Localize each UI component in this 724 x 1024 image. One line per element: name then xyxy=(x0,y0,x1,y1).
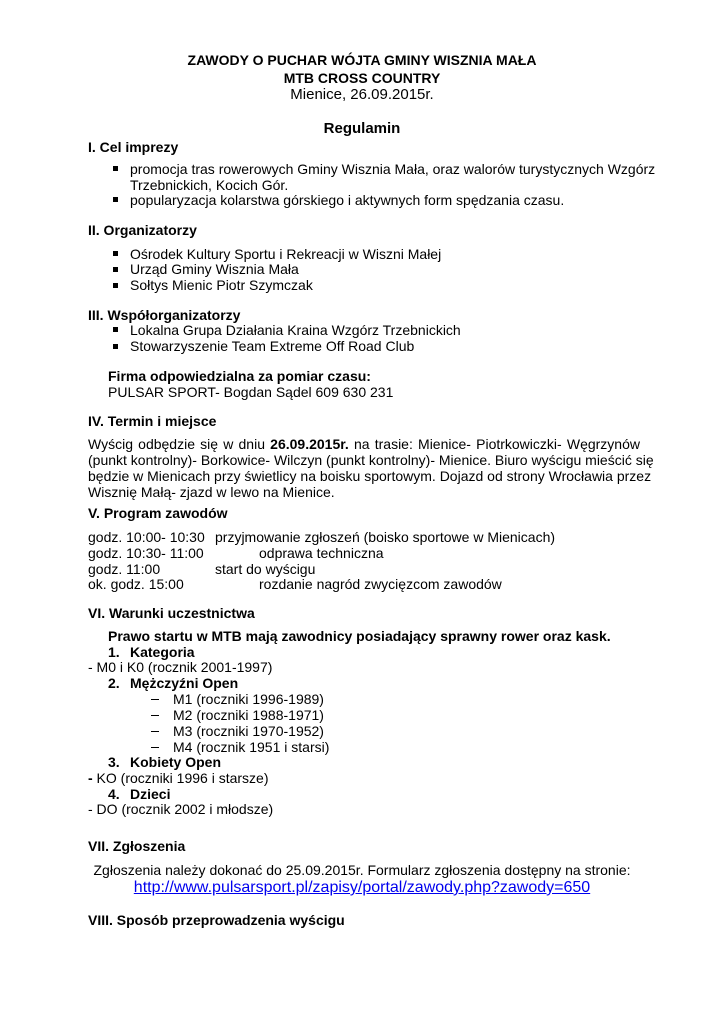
cat-2-item: M2 (roczniki 1988-1971) xyxy=(173,707,324,723)
cat-4-number: 4. xyxy=(108,786,120,802)
program-time: godz. 11:00 xyxy=(88,561,161,577)
s1-item-1-line-1: promocja tras rowerowych Gminy Wisznia Mała, oraz walorów turystycznych Wzgórz xyxy=(130,161,656,177)
cat-3-label: Kobiety Open xyxy=(130,754,222,770)
s3-item: Stowarzyszenie Team Extreme Off Road Club xyxy=(130,338,415,354)
bullet-icon xyxy=(113,327,118,332)
section-6-heading: VI. Warunki uczestnictwa xyxy=(88,605,255,621)
section-3-heading: III. Współorganizatorzy xyxy=(88,307,241,323)
cat-2-label: Mężczyźni Open xyxy=(130,675,239,691)
s4-line-1: Wyścig odbędzie się w dniu 26.09.2015r. na trasie: Mienice- Piotrkowiczki- Węgrzynów xyxy=(88,436,640,452)
timing-firm-text: PULSAR SPORT- Bogdan Sądel 609 630 231 xyxy=(108,384,394,400)
cat-1-item: - M0 i K0 (rocznik 2001-1997) xyxy=(88,659,273,675)
place-date: Mienice, 26.09.2015r. xyxy=(290,86,434,103)
section-1-heading: I. Cel imprezy xyxy=(88,139,179,155)
bullet-icon xyxy=(113,283,118,288)
s4-line-4: Wisznię Małą- zjazd w lewo na Mienice. xyxy=(88,484,335,500)
cat-2-item: M4 (rocznik 1951 i starsi) xyxy=(173,739,330,755)
s4-line-2: (punkt kontrolny)- Borkowice- Wilczyn (punkt kontrolny)- Mienice. Biuro wyścigu mieścić się xyxy=(88,452,654,468)
dash-icon xyxy=(151,715,159,716)
title-line-1: ZAWODY O PUCHAR WÓJTA GMINY WISZNIA MAŁA xyxy=(187,52,537,68)
s7-text: Zgłoszenia należy dokonać do 25.09.2015r. Formularz zgłoszenia dostępny na stronie: xyxy=(93,862,631,878)
cat-1-number: 1. xyxy=(108,644,120,660)
s1-item-2: popularyzacja kolarstwa górskiego i aktywnych form spędzania czasu. xyxy=(130,192,565,208)
section-8-heading: VIII. Sposób przeprowadzenia wyścigu xyxy=(88,912,345,928)
program-desc: rozdanie nagród zwycięzcom zawodów xyxy=(259,576,502,592)
program-desc: odprawa techniczna xyxy=(259,545,384,561)
cat-2-item: M3 (roczniki 1970-1952) xyxy=(173,723,324,739)
s2-item: Urząd Gminy Wisznia Mała xyxy=(130,261,299,277)
section-2-heading: II. Organizatorzy xyxy=(88,222,197,238)
cat-2-number: 2. xyxy=(108,675,120,691)
s3-item: Lokalna Grupa Działania Kraina Wzgórz Trzebnickich xyxy=(130,322,461,338)
dash-icon xyxy=(151,699,159,700)
cat-4-item: - DO (rocznik 2002 i młodsze) xyxy=(88,801,274,817)
section-7-heading: VII. Zgłoszenia xyxy=(88,838,186,854)
s2-item: Ośrodek Kultury Sportu i Rekreacji w Wiszni Małej xyxy=(130,246,442,262)
bullet-icon xyxy=(113,197,118,202)
regulamin-title: Regulamin xyxy=(323,120,401,137)
cat-3-number: 3. xyxy=(108,754,120,770)
program-desc: start do wyścigu xyxy=(215,561,316,577)
bullet-icon xyxy=(113,267,118,272)
program-desc: przyjmowanie zgłoszeń (boisko sportowe w Mienicach) xyxy=(215,529,556,545)
title-line-2: MTB CROSS COUNTRY xyxy=(283,70,441,86)
s4-line-3: będzie w Mienicach przy świetlicy na boisku sportowym. Dojazd od strony Wrocławia przez xyxy=(88,468,652,484)
bullet-icon xyxy=(113,251,118,256)
race-date: 26.09.2015r. xyxy=(270,436,349,452)
cat-2-item: M1 (roczniki 1996-1989) xyxy=(173,691,324,707)
program-time: godz. 10:00- 10:30 xyxy=(88,529,205,545)
section-4-heading: IV. Termin i miejsce xyxy=(88,413,217,429)
dash-icon xyxy=(151,731,159,732)
dash-icon xyxy=(151,747,159,748)
cat-4-label: Dzieci xyxy=(130,786,171,802)
program-time: ok. godz. 15:00 xyxy=(88,576,184,592)
cat-1-label: Kategoria xyxy=(130,644,195,660)
s2-item: Sołtys Mienic Piotr Szymczak xyxy=(130,277,313,293)
bullet-icon xyxy=(113,166,118,171)
registration-link[interactable]: http://www.pulsarsport.pl/zapisy/portal/zawody.php?zawody=650 xyxy=(133,879,591,896)
cat-3-item-line: - KO (roczniki 1996 i starsze) xyxy=(88,770,269,786)
s1-item-1-line-2: Trzebnickich, Kocich Gór. xyxy=(130,177,289,193)
bullet-icon xyxy=(113,344,118,349)
section-5-heading: V. Program zawodów xyxy=(88,505,228,521)
s6-intro: Prawo startu w MTB mają zawodnicy posiadający sprawny rower oraz kask. xyxy=(108,628,611,644)
timing-firm-heading: Firma odpowiedzialna za pomiar czasu: xyxy=(108,368,371,384)
program-time: godz. 10:30- 11:00 xyxy=(88,545,204,561)
